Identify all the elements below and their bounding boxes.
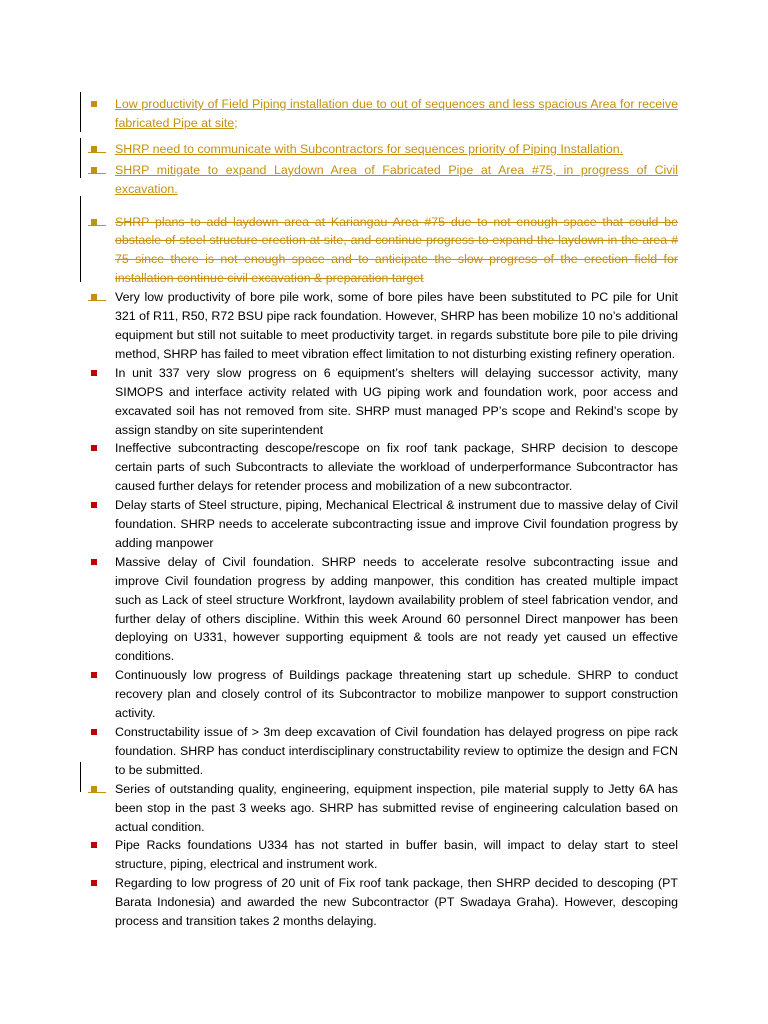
revision-underline bbox=[88, 173, 106, 174]
revision-underline bbox=[88, 792, 106, 793]
change-bar bbox=[80, 138, 81, 178]
list-item: SHRP mitigate to expand Laydown Area of Fabricated Pipe at Area #75, in progress of Civil excavation. bbox=[88, 161, 678, 199]
revision-underline bbox=[88, 225, 106, 226]
list-item: Pipe Racks foundations U334 has not started in buffer basin, will impact to delay start to steel structure, piping, electrical and instrument work. bbox=[88, 836, 678, 874]
list-item: Massive delay of Civil foundation. SHRP needs to accelerate resolve subcontracting issue and improve Civil foundation progress by adding manpower, this condition has created multiple impact such as Lack of steel structure Workfront, laydown availability problem of steel fabrication vendor, and further delay of others discipline. Within this week Around 60 personnel Direct manpower has been deploying on U331, however supporting equipment & tools are not ready yet caused un effective conditions. bbox=[88, 553, 678, 666]
change-bar bbox=[80, 762, 81, 792]
list-item: Continuously low progress of Buildings package threatening start up schedule. SHRP to conduct recovery plan and closely control of its Subcontractor to mobilize manpower to support construction activity. bbox=[88, 666, 678, 723]
bullet-icon bbox=[91, 672, 97, 678]
change-bar bbox=[80, 196, 81, 282]
bullet-icon bbox=[91, 445, 97, 451]
list-item: SHRP need to communicate with Subcontractors for sequences priority of Piping Installation. bbox=[88, 140, 678, 159]
bullet-icon bbox=[91, 842, 97, 848]
list-item: Series of outstanding quality, engineering, equipment inspection, pile material supply to Jetty 6A has been stop in the past 3 weeks ago. SHRP has submitted revise of engineering calculation based on actual condition. bbox=[88, 780, 678, 837]
revision-underline bbox=[88, 152, 106, 153]
bullet-icon bbox=[91, 729, 97, 735]
list-item: Delay starts of Steel structure, piping, Mechanical Electrical & instrument due to massive delay of Civil foundation. SHRP needs to accelerate subcontracting issue and improve Civil foundation progress by adding manpower bbox=[88, 496, 678, 553]
list-item: Low productivity of Field Piping installation due to out of sequences and less spacious Area for receive fabricated Pipe at site; bbox=[88, 95, 678, 133]
list-item: Ineffective subcontracting descope/rescope on fix roof tank package, SHRP decision to descope certain parts of such Subcontracts to alleviate the workload of underperformance Subcontractor has caused further delays for retender process and mobilization of a new subcontractor. bbox=[88, 439, 678, 496]
list-item: SHRP plans to add laydown area at Kariangau Area #75 due to not enough space that could be obstacle of steel structure erection at site, and continue progress to expand the laydown in the area # 75 since there is not enough space and to anticipate the slow progress of the erection field for installation continue civil excavation & preparation target bbox=[88, 213, 678, 289]
change-bar bbox=[80, 92, 81, 132]
list-item: In unit 337 very slow progress on 6 equipment’s shelters will delaying successor activity, many SIMOPS and interface activity related with UG piping work and foundation work, poor access and excavated soil has not removed from site. SHRP must managed PP’s scope and Rekind’s scope by assign standby on site superintendent bbox=[88, 364, 678, 440]
bullet-icon bbox=[91, 502, 97, 508]
revision-underline bbox=[88, 300, 106, 301]
bullet-icon bbox=[91, 101, 97, 107]
list-item: Regarding to low progress of 20 unit of Fix roof tank package, then SHRP decided to descoping (PT Barata Indonesia) and awarded the new Subcontractor (PT Swadaya Graha). However, descoping process and transition takes 2 months delaying. bbox=[88, 874, 678, 931]
bullet-icon bbox=[91, 559, 97, 565]
bullet-list bbox=[88, 95, 678, 931]
list-item: Constructability issue of > 3m deep excavation of Civil foundation has delayed progress on pipe rack foundation. SHRP has conduct interdisciplinary constructability review to optimize the design and FCN to be submitted. bbox=[88, 723, 678, 780]
bullet-icon bbox=[91, 880, 97, 886]
bullet-icon bbox=[91, 370, 97, 376]
list-item: Very low productivity of bore pile work, some of bore piles have been substituted to PC pile for Unit 321 of R11, R50, R72 BSU pipe rack foundation. However, SHRP has been mobilize 10 no’s additional equipment but still not suitable to meet productivity target. in regards substitute bore pile to pile driving method, SHRP has failed to meet vibration effect limitation to not disturbing existing refinery operation. bbox=[88, 288, 678, 364]
